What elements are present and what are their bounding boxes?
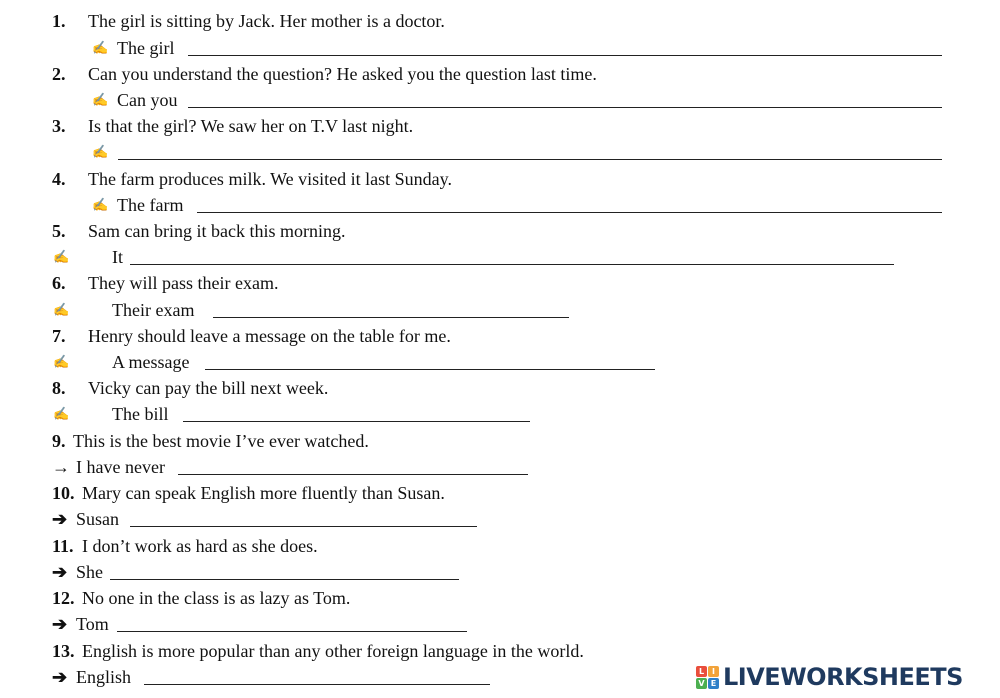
question-5-line [0, 218, 1000, 244]
question-3-line [0, 113, 1000, 139]
writing-hand-icon: ✍ [92, 92, 109, 107]
answer-prompt: The girl [117, 38, 175, 58]
question-number: 9. [52, 431, 66, 451]
answer-input-11[interactable] [110, 559, 459, 580]
question-text: Henry should leave a message on the table for me. [88, 326, 451, 346]
answer-5-line [0, 244, 1000, 270]
question-7-line [0, 323, 1000, 349]
answer-prompt: Tom [76, 614, 109, 634]
answer-11-line [0, 559, 1000, 585]
question-text: Can you understand the question? He asked you the question last time. [88, 64, 597, 84]
answer-input-5[interactable] [130, 244, 894, 265]
answer-input-4[interactable] [197, 192, 942, 213]
liveworksheets-logo [696, 660, 963, 694]
writing-hand-icon: ✍ [92, 197, 109, 212]
question-10-line [0, 480, 1000, 506]
question-text: I don’t work as hard as she does. [82, 536, 318, 556]
question-number: 10. [52, 483, 75, 503]
answer-prompt: The bill [112, 404, 169, 424]
question-number: 4. [52, 169, 66, 189]
writing-hand-icon: ✍ [53, 406, 70, 421]
logo-text: LIVEWORKSHEETS [723, 663, 963, 691]
question-text: Vicky can pay the bill next week. [88, 378, 329, 398]
answer-input-1[interactable] [188, 35, 942, 56]
question-number: 11. [52, 536, 74, 556]
answer-input-8[interactable] [183, 401, 530, 422]
question-4-line [0, 166, 1000, 192]
question-number: 8. [52, 378, 66, 398]
answer-9-line [0, 454, 1000, 480]
question-text: Mary can speak English more fluently than Susan. [82, 483, 445, 503]
answer-3-line [0, 139, 1000, 165]
logo-tile: V [696, 678, 707, 689]
logo-tiles-icon [696, 666, 719, 689]
question-number: 12. [52, 588, 75, 608]
question-number: 3. [52, 116, 66, 136]
question-text: This is the best movie I’ve ever watched. [73, 431, 369, 451]
answer-input-7[interactable] [205, 349, 655, 370]
question-2-line [0, 61, 1000, 87]
logo-tile: E [708, 678, 719, 689]
writing-hand-icon: ✍ [53, 249, 70, 264]
arrow-right-icon: ➔ [52, 667, 68, 687]
answer-6-line [0, 297, 1000, 323]
answer-1-line [0, 35, 1000, 61]
arrow-right-icon: ➔ [52, 509, 68, 529]
logo-tile: L [696, 666, 707, 677]
answer-prompt: A message [112, 352, 190, 372]
answer-prompt: I have never [76, 457, 165, 477]
answer-prompt: Susan [76, 509, 120, 529]
answer-prompt: It [112, 247, 123, 267]
answer-prompt: She [76, 562, 103, 582]
answer-prompt: Their exam [112, 300, 195, 320]
answer-prompt: English [76, 667, 132, 687]
answer-7-line [0, 349, 1000, 375]
question-1-line [0, 8, 1000, 34]
question-11-line [0, 533, 1000, 559]
question-number: 1. [52, 11, 66, 31]
answer-input-6[interactable] [213, 297, 569, 318]
question-number: 7. [52, 326, 66, 346]
answer-2-line [0, 87, 1000, 113]
question-number: 5. [52, 221, 66, 241]
question-text: The farm produces milk. We visited it last Sunday. [88, 169, 452, 189]
question-text: Is that the girl? We saw her on T.V last night. [88, 116, 414, 136]
answer-input-10[interactable] [130, 506, 477, 527]
question-6-line [0, 270, 1000, 296]
answer-input-12[interactable] [117, 611, 467, 632]
writing-hand-icon: ✍ [53, 354, 70, 369]
question-number: 6. [52, 273, 66, 293]
arrow-right-icon: ➔ [52, 614, 68, 634]
question-12-line [0, 585, 1000, 611]
question-text: They will pass their exam. [88, 273, 279, 293]
writing-hand-icon: ✍ [53, 302, 70, 317]
question-8-line [0, 375, 1000, 401]
question-text: No one in the class is as lazy as Tom. [82, 588, 351, 608]
question-text: Sam can bring it back this morning. [88, 221, 346, 241]
writing-hand-icon: ✍ [92, 144, 109, 159]
answer-input-13[interactable] [144, 664, 490, 685]
answer-12-line [0, 611, 1000, 637]
question-number: 13. [52, 641, 75, 661]
question-number: 2. [52, 64, 66, 84]
answer-10-line [0, 506, 1000, 532]
answer-4-line [0, 192, 1000, 218]
arrow-right-icon: ➔ [52, 562, 68, 582]
answer-prompt: The farm [117, 195, 184, 215]
question-text: The girl is sitting by Jack. Her mother is a doctor. [88, 11, 445, 31]
answer-8-line [0, 401, 1000, 427]
answer-prompt: Can you [117, 90, 178, 110]
writing-hand-icon: ✍ [92, 40, 109, 55]
logo-tile: I [708, 666, 719, 677]
arrow-right-icon: → [52, 457, 70, 477]
answer-input-2[interactable] [188, 87, 942, 108]
answer-input-9[interactable] [178, 454, 528, 475]
question-9-line [0, 428, 1000, 454]
answer-input-3[interactable] [118, 139, 942, 160]
question-text: English is more popular than any other foreign language in the world. [82, 641, 584, 661]
